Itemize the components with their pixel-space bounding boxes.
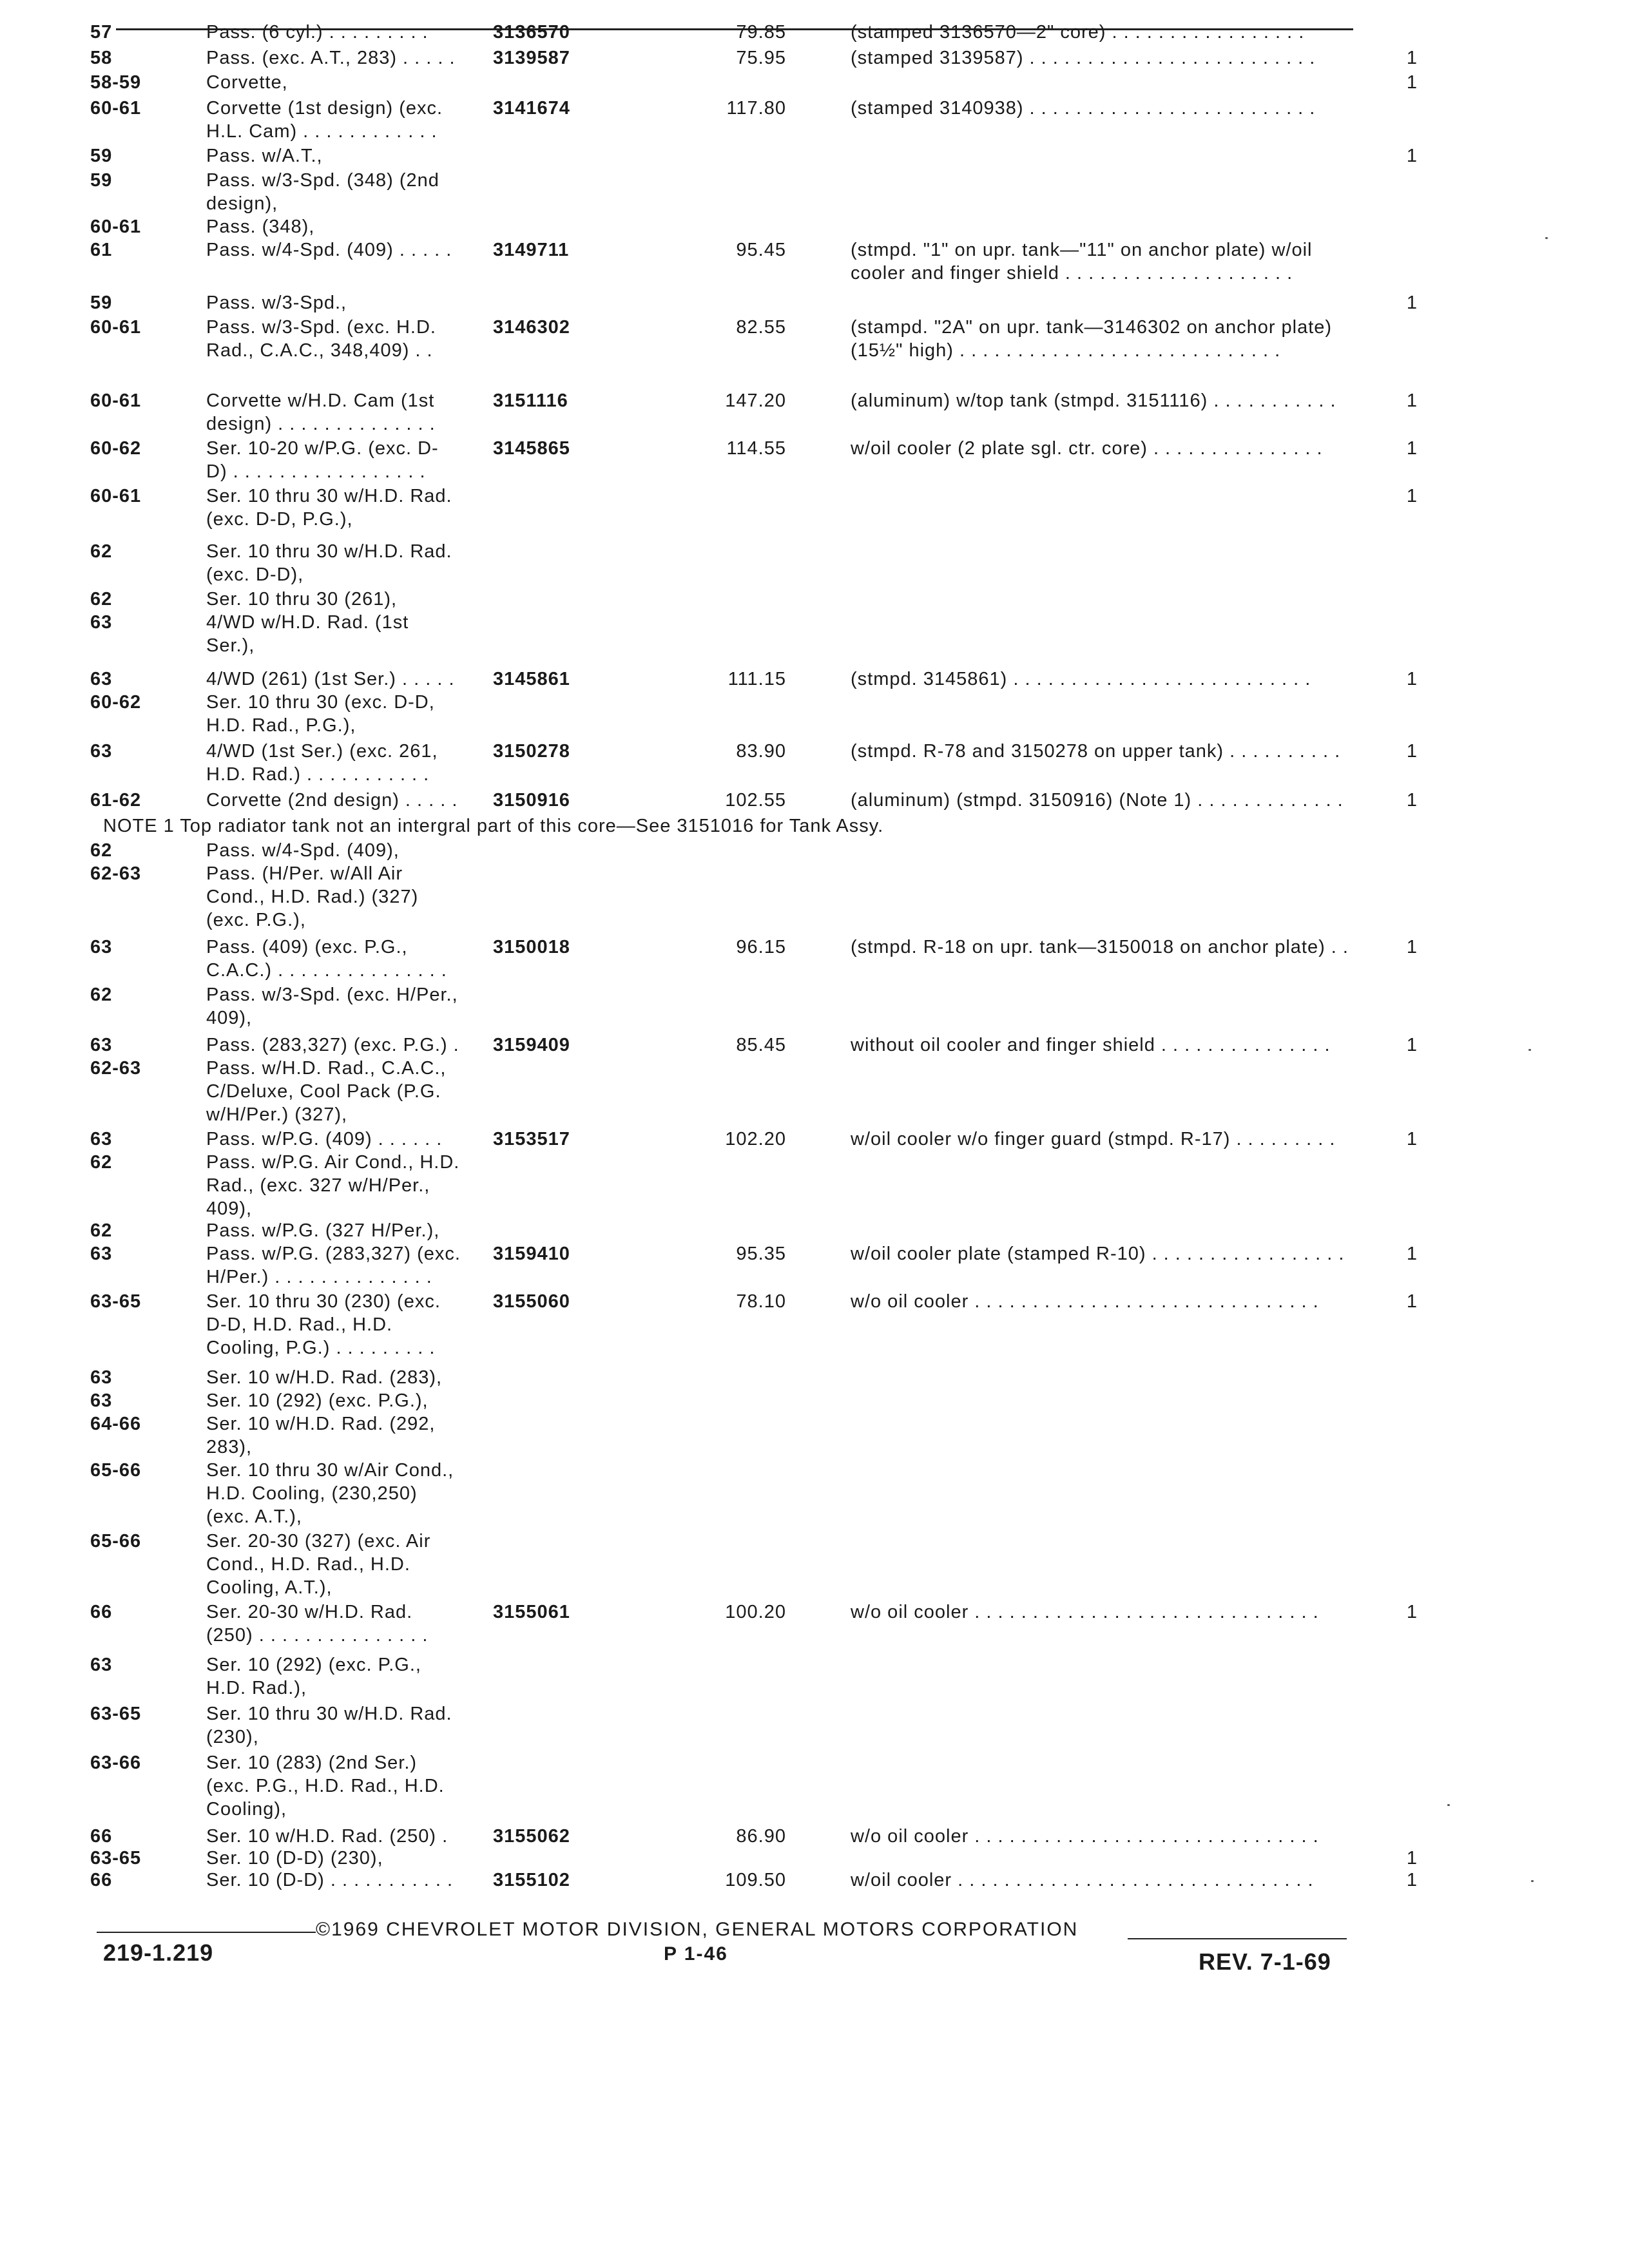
- price-cell: 86.90: [736, 1826, 786, 1847]
- description-cell: Pass. w/P.G. Air Cond., H.D. Rad., (exc. 327 w/H/Per., 409),: [206, 1152, 460, 1219]
- year-cell: 66: [90, 1602, 113, 1622]
- part-number-cell: 3150018: [493, 937, 570, 957]
- year-cell: 65-66: [90, 1531, 142, 1552]
- description-cell: Ser. 10 thru 30 (exc. D-D, H.D. Rad., P.G.),: [206, 692, 435, 736]
- year-cell: 62: [90, 541, 113, 562]
- year-cell: 62: [90, 1152, 113, 1173]
- price-cell: 111.15: [728, 669, 786, 689]
- quantity-cell: 1: [1406, 293, 1418, 313]
- price-cell: 95.35: [736, 1244, 786, 1264]
- year-cell: 63: [90, 612, 113, 633]
- document-number: 219-1.219: [103, 1939, 214, 1966]
- copyright-line: ©1969 CHEVROLET MOTOR DIVISION, GENERAL MOTORS CORPORATION: [316, 1919, 1079, 1940]
- quantity-cell: 1: [1406, 741, 1418, 762]
- year-cell: 60-62: [90, 692, 142, 713]
- description-cell: Pass. w/A.T.,: [206, 146, 323, 166]
- part-number-cell: 3145861: [493, 669, 570, 689]
- remarks-cell: w/oil cooler . . . . . . . . . . . . . . . . . . . . . . . . . . . . . . .: [851, 1870, 1314, 1890]
- price-cell: 109.50: [725, 1870, 786, 1890]
- price-cell: 82.55: [736, 317, 786, 338]
- description-cell: Ser. 10 w/H.D. Rad. (250) .: [206, 1826, 448, 1847]
- description-cell: Pass. w/3-Spd. (exc. H/Per., 409),: [206, 985, 458, 1028]
- description-cell: Ser. 10 thru 30 (261),: [206, 589, 398, 610]
- year-cell: 63: [90, 1390, 113, 1411]
- price-cell: 100.20: [725, 1602, 786, 1622]
- price-cell: 85.45: [736, 1035, 786, 1055]
- year-cell: 59: [90, 170, 113, 191]
- remarks-cell: without oil cooler and finger shield . . . . . . . . . . . . . . .: [851, 1035, 1331, 1055]
- scan-speck: [1528, 1049, 1531, 1051]
- part-number-cell: 3141674: [493, 98, 570, 119]
- footer-rule-right: [1128, 1938, 1347, 1939]
- quantity-cell: 1: [1406, 146, 1418, 166]
- quantity-cell: 1: [1406, 937, 1418, 957]
- revision-date: REV. 7-1-69: [1199, 1948, 1331, 1975]
- description-cell: Ser. 10 thru 30 w/Air Cond., H.D. Cooling, (230,250) (exc. A.T.),: [206, 1460, 454, 1527]
- description-cell: Ser. 10 (D-D) . . . . . . . . . . .: [206, 1870, 454, 1890]
- description-cell: Pass. w/P.G. (283,327) (exc. H/Per.) . . . . . . . . . . . . . .: [206, 1244, 461, 1287]
- description-cell: 4/WD (261) (1st Ser.) . . . . .: [206, 669, 455, 689]
- description-cell: Pass. (exc. A.T., 283) . . . . .: [206, 48, 456, 68]
- year-cell: 60-62: [90, 438, 142, 459]
- quantity-cell: 1: [1406, 390, 1418, 411]
- remarks-cell: w/oil cooler (2 plate sgl. ctr. core) . . . . . . . . . . . . . . .: [851, 438, 1323, 459]
- year-cell: 61: [90, 240, 113, 260]
- description-cell: Pass. (6 cyl.) . . . . . . . . .: [206, 22, 429, 43]
- description-cell: Ser. 10 (292) (exc. P.G.),: [206, 1390, 429, 1411]
- year-cell: 58-59: [90, 72, 142, 93]
- description-cell: Pass. w/3-Spd.,: [206, 293, 347, 313]
- part-number-cell: 3155060: [493, 1291, 570, 1312]
- description-cell: Pass. w/4-Spd. (409),: [206, 840, 400, 861]
- description-cell: Pass. w/3-Spd. (exc. H.D. Rad., C.A.C., 348,409) . .: [206, 317, 436, 361]
- year-cell: 62-63: [90, 863, 142, 884]
- description-cell: Ser. 10 thru 30 w/H.D. Rad. (exc. D-D),: [206, 541, 452, 585]
- quantity-cell: 1: [1406, 1848, 1418, 1869]
- quantity-cell: 1: [1406, 72, 1418, 93]
- quantity-cell: 1: [1406, 1035, 1418, 1055]
- part-number-cell: 3159410: [493, 1244, 570, 1264]
- year-cell: 60-61: [90, 317, 142, 338]
- page-number: P 1-46: [664, 1943, 728, 1965]
- price-cell: 78.10: [736, 1291, 786, 1312]
- year-cell: 57: [90, 22, 113, 43]
- description-cell: Corvette,: [206, 72, 288, 93]
- part-number-cell: 3159409: [493, 1035, 570, 1055]
- quantity-cell: 1: [1406, 1291, 1418, 1312]
- quantity-cell: 1: [1406, 48, 1418, 68]
- year-cell: 63: [90, 1655, 113, 1675]
- part-number-cell: 3153517: [493, 1129, 570, 1149]
- year-cell: 63-65: [90, 1848, 142, 1869]
- price-cell: 102.55: [725, 790, 786, 811]
- remarks-cell: (aluminum) (stmpd. 3150916) (Note 1) . . . . . . . . . . . . .: [851, 790, 1344, 811]
- description-cell: 4/WD (1st Ser.) (exc. 261, H.D. Rad.) . . . . . . . . . . .: [206, 741, 438, 785]
- part-number-cell: 3155102: [493, 1870, 570, 1890]
- year-cell: 63: [90, 1244, 113, 1264]
- quantity-cell: 1: [1406, 1870, 1418, 1890]
- description-cell: Ser. 10 thru 30 w/H.D. Rad. (230),: [206, 1704, 452, 1747]
- remarks-cell: w/o oil cooler . . . . . . . . . . . . . . . . . . . . . . . . . . . . . .: [851, 1602, 1319, 1622]
- year-cell: 58: [90, 48, 113, 68]
- year-cell: 59: [90, 293, 113, 313]
- description-cell: Ser. 10 (292) (exc. P.G., H.D. Rad.),: [206, 1655, 421, 1698]
- description-cell: Ser. 20-30 (327) (exc. Air Cond., H.D. Rad., H.D. Cooling, A.T.),: [206, 1531, 431, 1598]
- description-cell: Ser. 10 w/H.D. Rad. (283),: [206, 1367, 443, 1388]
- price-cell: 117.80: [726, 98, 786, 119]
- description-cell: Ser. 10-20 w/P.G. (exc. D- D) . . . . . . . . . . . . . . . . .: [206, 438, 439, 482]
- scan-speck: [1531, 1880, 1534, 1882]
- part-number-cell: 3146302: [493, 317, 570, 338]
- part-number-cell: 3136570: [493, 22, 570, 43]
- description-cell: Pass. w/3-Spd. (348) (2nd design),: [206, 170, 439, 214]
- part-number-cell: 3155062: [493, 1826, 570, 1847]
- year-cell: 63: [90, 1367, 113, 1388]
- remarks-cell: (stmpd. R-78 and 3150278 on upper tank) . . . . . . . . . .: [851, 741, 1341, 762]
- scan-speck: [1447, 1804, 1450, 1806]
- remarks-cell: (stampd. "2A" on upr. tank—3146302 on anchor plate) (15½" high) . . . . . . . . . . . . . . . . . . . . . . . . . . . .: [851, 317, 1333, 361]
- description-cell: Ser. 10 thru 30 w/H.D. Rad. (exc. D-D, P.G.),: [206, 486, 452, 530]
- year-cell: 63: [90, 937, 113, 957]
- part-number-cell: 3150278: [493, 741, 570, 762]
- description-cell: Ser. 10 thru 30 (230) (exc. D-D, H.D. Rad., H.D. Cooling, P.G.) . . . . . . . . .: [206, 1291, 441, 1358]
- description-cell: Pass. (348),: [206, 216, 315, 237]
- year-cell: 59: [90, 146, 113, 166]
- year-cell: 64-66: [90, 1414, 142, 1434]
- description-cell: Pass. (H/Per. w/All Air Cond., H.D. Rad.) (327) (exc. P.G.),: [206, 863, 419, 930]
- description-cell: Ser. 10 w/H.D. Rad. (292, 283),: [206, 1414, 436, 1457]
- note-1: NOTE 1 Top radiator tank not an intergral part of this core—See 3151016 for Tank Assy.: [103, 816, 884, 836]
- year-cell: 62: [90, 589, 113, 610]
- year-cell: 65-66: [90, 1460, 142, 1481]
- description-cell: Ser. 20-30 w/H.D. Rad. (250) . . . . . . . . . . . . . . .: [206, 1602, 429, 1646]
- description-cell: Corvette (2nd design) . . . . .: [206, 790, 458, 811]
- year-cell: 63-65: [90, 1704, 142, 1724]
- year-cell: 63: [90, 1129, 113, 1149]
- remarks-cell: (stamped 3136570—2" core) . . . . . . . . . . . . . . . . .: [851, 22, 1305, 43]
- description-cell: Corvette (1st design) (exc. H.L. Cam) . . . . . . . . . . . .: [206, 98, 443, 142]
- description-cell: Pass. w/P.G. (327 H/Per.),: [206, 1220, 440, 1241]
- description-cell: Pass. w/P.G. (409) . . . . . .: [206, 1129, 443, 1149]
- year-cell: 61-62: [90, 790, 142, 811]
- quantity-cell: 1: [1406, 790, 1418, 811]
- remarks-cell: (aluminum) w/top tank (stmpd. 3151116) . . . . . . . . . . .: [851, 390, 1336, 411]
- description-cell: 4/WD w/H.D. Rad. (1st Ser.),: [206, 612, 409, 656]
- description-cell: Pass. (283,327) (exc. P.G.) .: [206, 1035, 459, 1055]
- description-cell: Corvette w/H.D. Cam (1st design) . . . . . . . . . . . . . .: [206, 390, 436, 434]
- quantity-cell: 1: [1406, 669, 1418, 689]
- year-cell: 63-66: [90, 1753, 142, 1773]
- footer-rule-left: [97, 1932, 316, 1933]
- year-cell: 66: [90, 1826, 113, 1847]
- part-number-cell: 3150916: [493, 790, 570, 811]
- remarks-cell: (stamped 3139587) . . . . . . . . . . . . . . . . . . . . . . . . .: [851, 48, 1316, 68]
- year-cell: 66: [90, 1870, 113, 1890]
- year-cell: 60-61: [90, 486, 142, 506]
- year-cell: 60-61: [90, 216, 142, 237]
- price-cell: 95.45: [736, 240, 786, 260]
- price-cell: 75.95: [736, 48, 786, 68]
- year-cell: 60-61: [90, 98, 142, 119]
- price-cell: 96.15: [736, 937, 786, 957]
- part-number-cell: 3155061: [493, 1602, 570, 1622]
- description-cell: Pass. w/4-Spd. (409) . . . . .: [206, 240, 452, 260]
- year-cell: 60-61: [90, 390, 142, 411]
- remarks-cell: w/oil cooler w/o finger guard (stmpd. R-17) . . . . . . . . .: [851, 1129, 1336, 1149]
- year-cell: 62: [90, 985, 113, 1005]
- description-cell: Ser. 10 (D-D) (230),: [206, 1848, 383, 1869]
- year-cell: 62: [90, 1220, 113, 1241]
- year-cell: 63: [90, 1035, 113, 1055]
- quantity-cell: 1: [1406, 438, 1418, 459]
- year-cell: 62: [90, 840, 113, 861]
- price-cell: 102.20: [725, 1129, 786, 1149]
- price-cell: 79.85: [736, 22, 786, 43]
- price-cell: 114.55: [726, 438, 786, 459]
- quantity-cell: 1: [1406, 1602, 1418, 1622]
- year-cell: 62-63: [90, 1058, 142, 1079]
- part-number-cell: 3139587: [493, 48, 570, 68]
- price-cell: 147.20: [725, 390, 786, 411]
- part-number-cell: 3149711: [493, 240, 570, 260]
- year-cell: 63: [90, 669, 113, 689]
- quantity-cell: 1: [1406, 486, 1418, 506]
- description-cell: Ser. 10 (283) (2nd Ser.) (exc. P.G., H.D. Rad., H.D. Cooling),: [206, 1753, 445, 1820]
- part-number-cell: 3145865: [493, 438, 570, 459]
- remarks-cell: (stmpd. "1" on upr. tank—"11" on anchor plate) w/oil cooler and finger shield . . . . . . . . . . . . . . . . . . . .: [851, 240, 1313, 284]
- part-number-cell: 3151116: [493, 390, 568, 411]
- remarks-cell: w/o oil cooler . . . . . . . . . . . . . . . . . . . . . . . . . . . . . .: [851, 1291, 1319, 1312]
- remarks-cell: w/o oil cooler . . . . . . . . . . . . . . . . . . . . . . . . . . . . . .: [851, 1826, 1319, 1847]
- description-cell: Pass. (409) (exc. P.G., C.A.C.) . . . . . . . . . . . . . . .: [206, 937, 447, 981]
- description-cell: Pass. w/H.D. Rad., C.A.C., C/Deluxe, Cool Pack (P.G. w/H/Per.) (327),: [206, 1058, 447, 1125]
- remarks-cell: (stamped 3140938) . . . . . . . . . . . . . . . . . . . . . . . . .: [851, 98, 1316, 119]
- quantity-cell: 1: [1406, 1244, 1418, 1264]
- parts-list: [90, 21, 1418, 1902]
- remarks-cell: (stmpd. 3145861) . . . . . . . . . . . . . . . . . . . . . . . . . .: [851, 669, 1311, 689]
- remarks-cell: (stmpd. R-18 on upr. tank—3150018 on anchor plate) . .: [851, 937, 1349, 957]
- price-cell: 83.90: [736, 741, 786, 762]
- scan-speck: [1545, 237, 1548, 239]
- quantity-cell: 1: [1406, 1129, 1418, 1149]
- year-cell: 63-65: [90, 1291, 142, 1312]
- year-cell: 63: [90, 741, 113, 762]
- remarks-cell: w/oil cooler plate (stamped R-10) . . . . . . . . . . . . . . . . .: [851, 1244, 1345, 1264]
